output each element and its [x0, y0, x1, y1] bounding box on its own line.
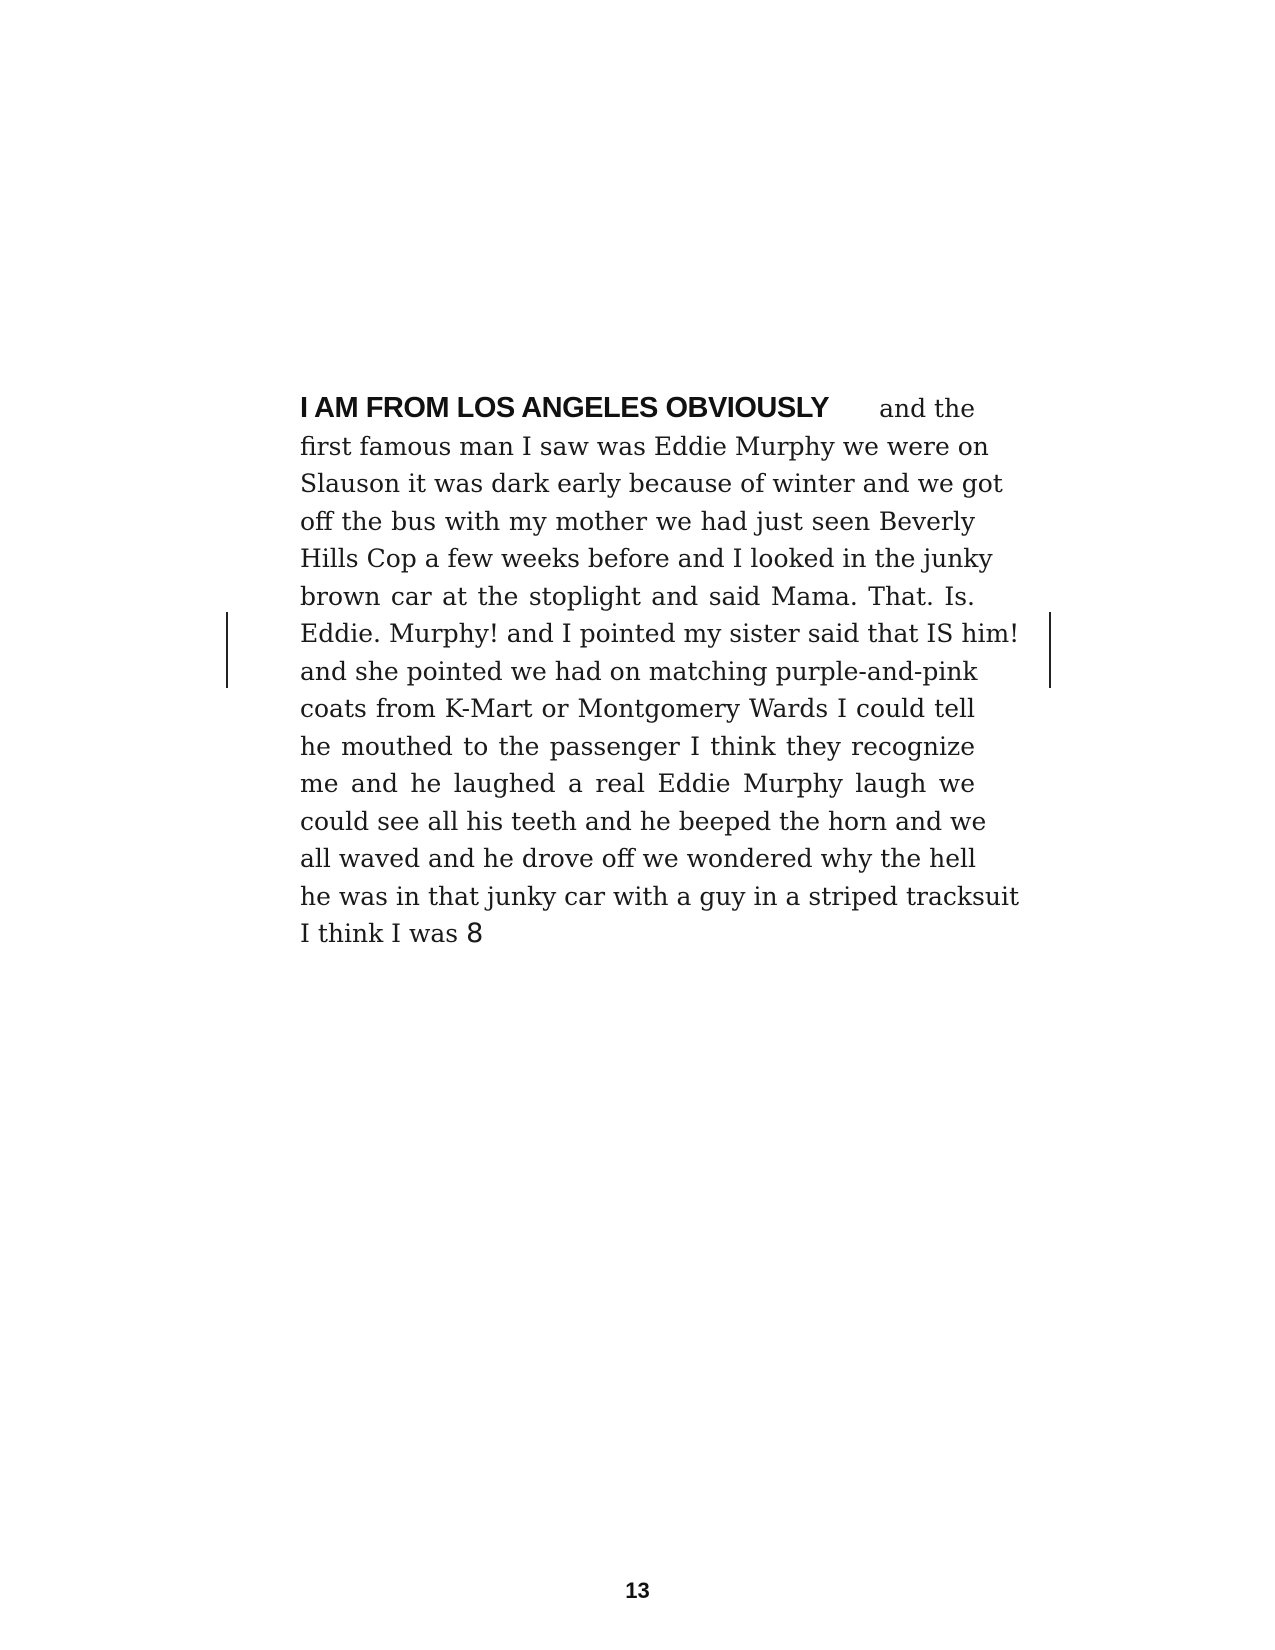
text-line-segment: I think I was: [300, 919, 467, 948]
text-line: could see all his teeth and he beeped the horn and we: [300, 806, 987, 836]
text-line: [300, 390, 975, 428]
text-line: Hills Cop a few weeks before and I looked in the junky: [300, 544, 993, 573]
text-line: first famous man I saw was Eddie Murphy we were on: [300, 431, 989, 461]
right-margin-rule: [1049, 612, 1051, 688]
age-number: 8: [466, 918, 484, 949]
text-line-segment: and the: [879, 394, 975, 423]
text-line: he mouthed to the passenger I think they recognize: [300, 731, 975, 761]
text-line: he was in that junky car with a guy in a striped tracksuit: [300, 881, 1019, 911]
text-line: me and he laughed a real Eddie Murphy laugh we: [300, 769, 975, 798]
text-line: Eddie. Murphy! and I pointed my sister said that IS him!: [300, 619, 1020, 648]
text-line: coats from K-Mart or Montgomery Wards I could tell: [300, 694, 975, 723]
text-line: all waved and he drove off we wondered why the hell: [300, 844, 976, 873]
text-line: brown car at the stoplight and said Mama. That. Is.: [300, 581, 975, 611]
page-number: 13: [625, 1578, 650, 1603]
text-line: Slauson it was dark early because of winter and we got: [300, 469, 1003, 498]
prose-paragraph: [300, 390, 1020, 953]
text-line: [300, 915, 975, 953]
left-margin-rule: [226, 612, 228, 688]
text-line: and she pointed we had on matching purple-and-pink: [300, 656, 978, 686]
lead-in-heading: I AM FROM LOS ANGELES OBVIOUSLY: [300, 392, 830, 424]
text-line: off the bus with my mother we had just seen Beverly: [300, 506, 975, 536]
